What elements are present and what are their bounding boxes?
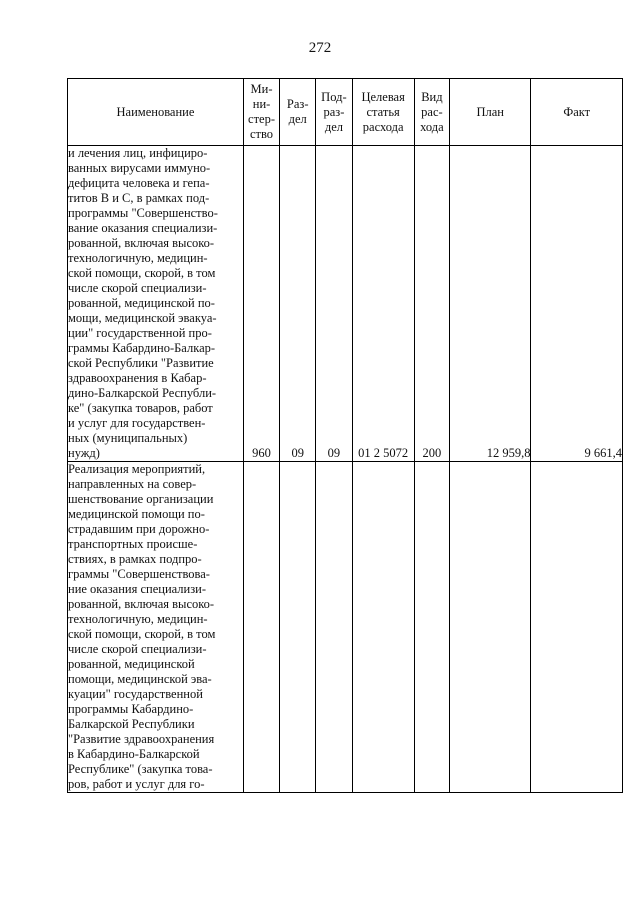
cell-ministry: 960 bbox=[243, 146, 279, 462]
header-target-article: Целевая статья расхода bbox=[352, 79, 414, 146]
name-text-line: нужд) bbox=[68, 446, 100, 460]
page-number: 272 bbox=[308, 40, 332, 56]
name-text-line: ных (муниципальных) bbox=[68, 431, 188, 445]
name-text-line: и лечения лиц, инфициро- bbox=[68, 146, 208, 160]
table-body bbox=[68, 146, 623, 793]
name-text-line: технологичную, медицин- bbox=[68, 612, 208, 626]
cell-expense-type: 200 bbox=[414, 146, 449, 462]
budget-table bbox=[67, 78, 623, 793]
name-text-line: Балкарской Республики bbox=[68, 717, 195, 731]
name-text-line: рованной, включая высоко- bbox=[68, 236, 215, 250]
name-text-line: дино-Балкарской Республи- bbox=[68, 386, 217, 400]
header-podrazdel: Под- раз- дел bbox=[316, 79, 352, 146]
name-text-line: числе скорой специализи- bbox=[68, 642, 207, 656]
cell-name bbox=[68, 462, 244, 793]
name-text-line: Республике" (закупка това- bbox=[68, 762, 213, 776]
name-text-line: Реализация мероприятий, bbox=[68, 462, 206, 476]
cell-fact: 9 661,4 bbox=[531, 146, 623, 462]
name-text-line: мощи, медицинской эвакуа- bbox=[68, 311, 217, 325]
cell-razdel: 09 bbox=[280, 146, 316, 462]
header-razdel: Раз- дел bbox=[280, 79, 316, 146]
cell-name bbox=[68, 146, 244, 462]
name-text-line: программы "Совершенство- bbox=[68, 206, 218, 220]
cell-razdel bbox=[280, 462, 316, 793]
name-text-line: рованной, медицинской bbox=[68, 657, 195, 671]
name-text-line: ров, работ и услуг для го- bbox=[68, 777, 205, 791]
name-text-line: ствиях, в рамках подпро- bbox=[68, 552, 202, 566]
table-header-row bbox=[68, 79, 623, 146]
name-text-line: транспортных происше- bbox=[68, 537, 198, 551]
name-text-line: граммы Кабардино-Балкар- bbox=[68, 341, 216, 355]
header-name: Наименование bbox=[68, 79, 244, 146]
name-text-line: ской помощи, скорой, в том bbox=[68, 627, 216, 641]
name-text-line: в Кабардино-Балкарской bbox=[68, 747, 200, 761]
name-text-line: медицинской помощи по- bbox=[68, 507, 205, 521]
cell-expense-type bbox=[414, 462, 449, 793]
cell-fact bbox=[531, 462, 623, 793]
header-ministry: Ми- ни- стер- ство bbox=[243, 79, 279, 146]
name-text-line: вание оказания специализи- bbox=[68, 221, 218, 235]
name-text-line: технологичную, медицин- bbox=[68, 251, 208, 265]
name-text-line: направленных на совер- bbox=[68, 477, 197, 491]
name-text-line: программы Кабардино- bbox=[68, 702, 194, 716]
name-text-line: "Развитие здравоохранения bbox=[68, 732, 215, 746]
header-plan: План bbox=[450, 79, 531, 146]
cell-target-article: 01 2 5072 bbox=[352, 146, 414, 462]
name-text-line: титов В и С, в рамках под- bbox=[68, 191, 210, 205]
header-expense-type: Вид рас- хода bbox=[414, 79, 449, 146]
name-text-line: страдавшим при дорожно- bbox=[68, 522, 210, 536]
table-row bbox=[68, 146, 623, 462]
cell-podrazdel bbox=[316, 462, 352, 793]
name-text-line: числе скорой специализи- bbox=[68, 281, 207, 295]
name-text-line: куации" государственной bbox=[68, 687, 203, 701]
name-text-line: ции" государственной про- bbox=[68, 326, 212, 340]
name-text-line: ванных вирусами иммуно- bbox=[68, 161, 211, 175]
name-text-line: граммы "Совершенствова- bbox=[68, 567, 210, 581]
header-fact: Факт bbox=[531, 79, 623, 146]
name-text-line: рованной, медицинской по- bbox=[68, 296, 215, 310]
name-text-line: дефицита человека и гепа- bbox=[68, 176, 210, 190]
name-text-line: помощи, медицинской эва- bbox=[68, 672, 212, 686]
name-text-line: здравоохранения в Кабар- bbox=[68, 371, 207, 385]
name-text-line: шенствование организации bbox=[68, 492, 214, 506]
name-text-line: и услуг для государствен- bbox=[68, 416, 206, 430]
cell-podrazdel: 09 bbox=[316, 146, 352, 462]
table-row bbox=[68, 462, 623, 793]
cell-plan: 12 959,8 bbox=[450, 146, 531, 462]
name-text-line: ке" (закупка товаров, работ bbox=[68, 401, 213, 415]
cell-target-article bbox=[352, 462, 414, 793]
name-text-line: ние оказания специализи- bbox=[68, 582, 207, 596]
name-text-line: ской помощи, скорой, в том bbox=[68, 266, 216, 280]
name-text-line: ской Республики "Развитие bbox=[68, 356, 214, 370]
cell-plan bbox=[450, 462, 531, 793]
cell-ministry bbox=[243, 462, 279, 793]
name-text-line: рованной, включая высоко- bbox=[68, 597, 215, 611]
